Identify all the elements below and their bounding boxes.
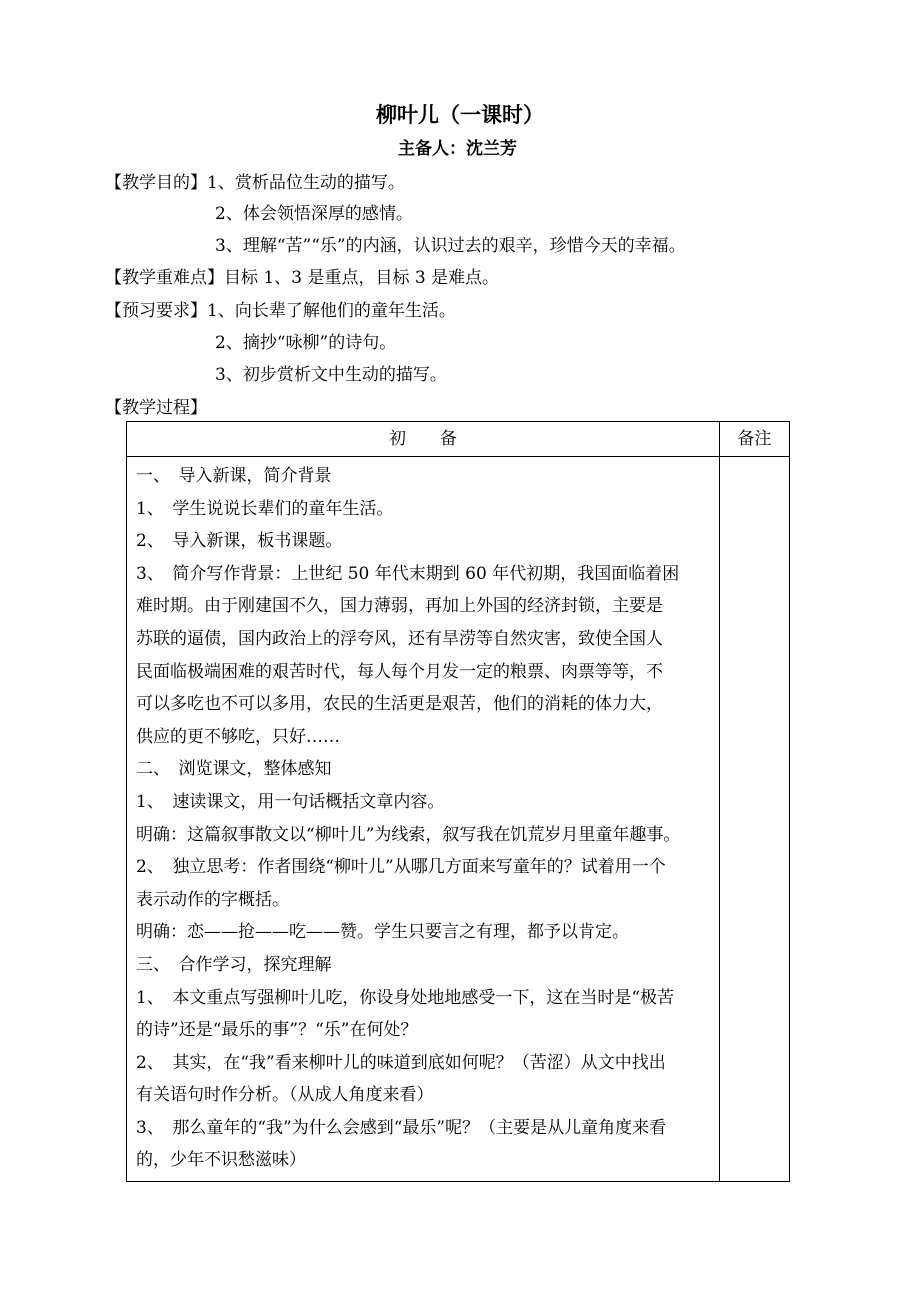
content-line: 可以多吃也不可以多用，农民的生活更是艰苦，他们的消耗的体力大， (136, 694, 663, 715)
content-line: 有关语句时作分析。（从成人角度来看） (136, 1085, 434, 1106)
process-label: 【教学过程】 (105, 398, 207, 418)
content-line: 的，少年不识愁滋味） (136, 1150, 306, 1171)
content-line: 1、 学生说说长辈们的童年生活。 (136, 498, 394, 519)
content-line: 2、 其实，在“我”看来柳叶儿的味道到底如何呢？（苦涩）从文中找出 (136, 1052, 666, 1073)
keypoints-text: 目标 1、3 是重点，目标 3 是难点。 (224, 268, 500, 288)
objectives-row (105, 170, 405, 196)
header-preparation: 初 备 (127, 422, 720, 457)
content-line: 明确：这篇叙事散文以“柳叶儿”为线索，叙写我在饥荒岁月里童年趣事。 (136, 824, 681, 845)
content-line: 供应的更不够吃，只好…… (136, 726, 340, 747)
content-line: 3、 那么童年的“我”为什么会感到“最乐”呢？（主要是从儿童角度来看 (136, 1117, 667, 1138)
objective-item-2: 2、体会领悟深厚的感情。 (215, 204, 413, 224)
objectives-label: 【教学目的】 (105, 173, 207, 193)
content-line: 苏联的逼债，国内政治上的浮夸风，还有旱涝等自然灾害，致使全国人 (136, 628, 663, 649)
preview-item-3: 3、初步赏析文中生动的描写。 (215, 365, 447, 385)
content-line: 3、 简介写作背景：上世纪 50 年代末期到 60 年代初期，我国面临着困 (136, 563, 680, 584)
content-line: 难时期。由于刚建国不久，国力薄弱，再加上外国的经济封锁，主要是 (136, 596, 663, 617)
author-line: 主备人：沈兰芳 (398, 139, 517, 159)
page-title: 柳叶儿（一课时） (376, 102, 544, 127)
content-line: 民面临极端困难的艰苦时代，每人每个月发一定的粮票、肉票等等，不 (136, 661, 663, 682)
preview-label: 【预习要求】 (105, 301, 207, 321)
header-notes: 备注 (719, 422, 789, 457)
content-line: 2、 独立思考：作者围绕“柳叶儿”从哪几方面来写童年的？试着用一个 (136, 857, 666, 878)
notes-cell (719, 457, 789, 1182)
content-line: 1、 速读课文，用一句话概括文章内容。 (136, 791, 445, 812)
content-line: 的诗”还是“最乐的事”？“乐”在何处？ (136, 1020, 418, 1041)
keypoints-label: 【教学重难点】 (105, 268, 224, 288)
preview-row (105, 298, 456, 324)
lesson-process-table (126, 421, 790, 1182)
content-line: 明确：恋——抢——吃——赞。学生只要言之有理，都予以肯定。 (136, 922, 629, 943)
preview-item-2: 2、摘抄“咏柳”的诗句。 (215, 333, 397, 353)
table-body-row (127, 457, 790, 1182)
table-header-row (127, 422, 790, 457)
process-content-cell (127, 457, 720, 1182)
content-line: 二、 浏览课文，整体感知 (136, 759, 332, 780)
content-line: 1、 本文重点写强柳叶儿吃，你设身处地地感受一下，这在当时是“极苦 (136, 987, 675, 1008)
content-line: 2、 导入新课，板书课题。 (136, 531, 343, 552)
keypoints-row (105, 265, 499, 291)
content-line: 一、 导入新课，简介背景 (136, 466, 332, 486)
content-line: 表示动作的字概括。 (136, 889, 289, 910)
objective-item-1: 1、赏析品位生动的描写。 (207, 173, 405, 193)
content-line: 三、 合作学习，探究理解 (136, 954, 332, 975)
objective-item-3: 3、理解“苦”“乐”的内涵，认识过去的艰辛，珍惜今天的幸福。 (215, 236, 686, 256)
preview-item-1: 1、向长辈了解他们的童年生活。 (207, 301, 456, 321)
